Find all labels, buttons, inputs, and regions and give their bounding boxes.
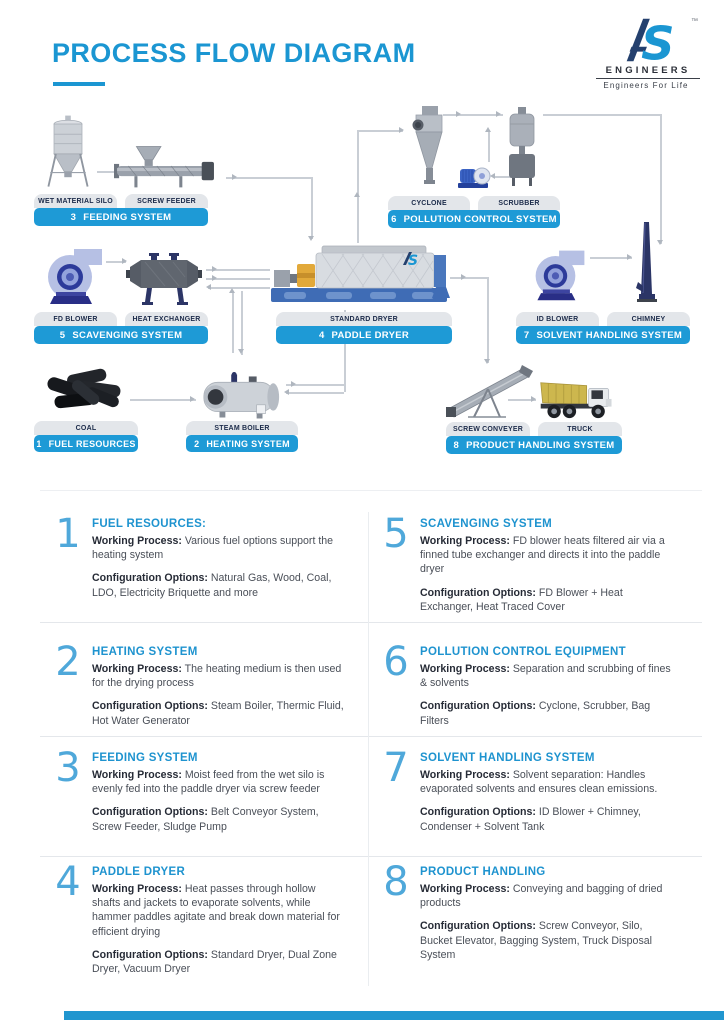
fuel-resources-group <box>34 421 138 452</box>
feeding-system-group <box>34 194 208 226</box>
working-process-text: Working Process: Solvent separation: Handles evaporated solvents and ensures clean emissions. <box>420 769 658 796</box>
equipment-label: STANDARD DRYER <box>276 312 452 326</box>
connector-line <box>311 177 313 239</box>
scavenging-system-group <box>34 312 208 344</box>
company-logo <box>586 16 706 90</box>
section-title: HEATING SYSTEM <box>92 646 198 658</box>
working-process-text: Working Process: FD blower heats filtered air via a finned tube exchanger and directs it into the paddle dryer <box>420 535 665 576</box>
connector-line <box>208 287 270 289</box>
system-number: 1 <box>36 438 42 449</box>
section-scavenging-system <box>420 518 672 623</box>
system-number: 5 <box>59 329 66 341</box>
system-number: 3 <box>70 211 77 223</box>
configuration-options-text: Configuration Options: Screw Conveyor, Silo, Bucket Elevator, Bagging System, Truck Disposal System <box>420 920 652 961</box>
svg-text:S: S <box>641 16 675 64</box>
system-number: 7 <box>523 329 530 341</box>
screw-conveyer-illustration <box>446 363 538 419</box>
connector-line <box>130 399 196 401</box>
section-number: 6 <box>383 639 409 685</box>
system-name: PADDLE DRYER <box>331 329 410 341</box>
system-banner <box>186 435 298 452</box>
connector-line <box>241 291 243 355</box>
equipment-label: WET MATERIAL SILO <box>34 194 117 208</box>
trademark-symbol: ™ <box>691 18 698 25</box>
section-number: 7 <box>383 745 409 791</box>
section-title: SCAVENGING SYSTEM <box>420 518 553 530</box>
section-product-handling <box>420 866 672 971</box>
configuration-options-text: Configuration Options: FD Blower + Heat Exchanger, Heat Traced Cover <box>420 586 623 613</box>
section-number: 3 <box>55 745 81 791</box>
system-name: FUEL RESOURCES <box>48 438 136 449</box>
paddle-dryer-illustration <box>270 242 450 308</box>
screw-feeder-illustration <box>114 146 216 190</box>
product-handling-group <box>446 422 622 454</box>
system-banner <box>34 435 138 452</box>
equipment-label: HEAT EXCHANGER <box>125 312 208 326</box>
section-title: FUEL RESOURCES: <box>92 518 207 530</box>
system-number: 2 <box>194 438 200 449</box>
chimney-illustration <box>636 222 658 306</box>
cyclone-illustration <box>411 106 449 192</box>
arrow-right-icon <box>461 274 466 280</box>
arrow-left-icon <box>284 389 289 395</box>
footer-accent-bar <box>64 1011 724 1020</box>
svg-text:S: S <box>408 253 419 269</box>
arrow-left-icon <box>206 284 211 290</box>
equipment-label: CHIMNEY <box>607 312 690 326</box>
configuration-options-text: Configuration Options: Steam Boiler, Thermic Fluid, Hot Water Generator <box>92 700 344 727</box>
heating-system-group <box>186 421 298 452</box>
pollution-control-group <box>388 196 560 228</box>
solvent-handling-group <box>516 312 690 344</box>
arrow-down-icon <box>308 236 314 241</box>
working-process-text: Working Process: Moist feed from the wet silo is evenly fed into the paddle dryer via screw feeder <box>92 769 325 796</box>
connector-line <box>232 291 234 353</box>
arrow-up-icon <box>229 288 235 293</box>
working-process-text: Working Process: Conveying and bagging of dried products <box>420 883 663 910</box>
arrow-right-icon <box>291 381 296 387</box>
arrow-right-icon <box>496 111 501 117</box>
section-title: FEEDING SYSTEM <box>92 752 198 764</box>
section-title: PRODUCT HANDLING <box>420 866 546 878</box>
equipment-label: CYCLONE <box>388 196 470 210</box>
column-divider <box>368 512 369 986</box>
section-pollution-control <box>420 646 672 737</box>
section-divider <box>40 856 702 857</box>
fd-blower-illustration <box>44 246 106 306</box>
arrow-up-icon <box>354 192 360 197</box>
connector-line <box>488 132 490 162</box>
title-underline <box>53 82 105 86</box>
equipment-label: SCREW CONVEYER <box>446 422 530 436</box>
configuration-options-text: Configuration Options: Standard Dryer, Dual Zone Dryer, Vacuum Dryer <box>92 948 337 975</box>
equipment-label: COAL <box>34 421 138 435</box>
working-process-text: Working Process: Heat passes through hollow shafts and jackets to evaporate solvents, while hammer paddles agitate and break down material for efficient drying <box>92 883 340 938</box>
section-title: PADDLE DRYER <box>92 866 186 878</box>
working-process-text: Working Process: The heating medium is then used for the drying process <box>92 663 342 690</box>
connector-line <box>487 277 489 363</box>
connector-line <box>660 114 662 244</box>
section-paddle-dryer <box>92 866 346 985</box>
section-number: 4 <box>55 859 81 905</box>
system-name: SCAVENGING SYSTEM <box>72 329 183 341</box>
system-banner <box>34 326 208 344</box>
section-title: POLLUTION CONTROL EQUIPMENT <box>420 646 626 658</box>
section-feeding-system <box>92 752 346 843</box>
arrow-down-icon <box>238 349 244 354</box>
configuration-options-text: Configuration Options: Belt Conveyor System, Screw Feeder, Sludge Pump <box>92 806 319 833</box>
arrow-right-icon <box>190 396 195 402</box>
system-number: 8 <box>453 439 460 451</box>
equipment-label: ID BLOWER <box>516 312 599 326</box>
connector-line <box>357 130 403 132</box>
system-number: 6 <box>391 213 397 225</box>
id-blower-illustration <box>532 246 588 304</box>
connector-line <box>543 114 661 116</box>
configuration-options-text: Configuration Options: Natural Gas, Wood, Coal, LDO, Electricity Briquette and more <box>92 572 332 599</box>
system-name: FEEDING SYSTEM <box>83 211 172 223</box>
wet-material-silo-illustration <box>40 113 96 191</box>
configuration-options-text: Configuration Options: ID Blower + Chimney, Condenser + Solvent Tank <box>420 806 641 833</box>
logo-tagline: Engineers For Life <box>603 81 689 90</box>
equipment-label: SCRUBBER <box>478 196 560 210</box>
system-name: HEATING SYSTEM <box>206 438 290 449</box>
steam-boiler-illustration <box>198 372 284 420</box>
system-banner <box>516 326 690 344</box>
arrow-right-icon <box>212 275 217 281</box>
logo-name: ENGINEERS <box>596 65 700 79</box>
connector-line <box>590 257 632 259</box>
equipment-label: STEAM BOILER <box>186 421 298 435</box>
system-banner <box>276 326 452 344</box>
section-title: SOLVENT HANDLING SYSTEM <box>420 752 595 764</box>
connector-line <box>450 277 487 279</box>
connector-line <box>226 177 312 179</box>
arrow-right-icon <box>399 127 404 133</box>
connector-line <box>443 114 503 116</box>
page-title: PROCESS FLOW DIAGRAM <box>52 38 416 68</box>
system-name: SOLVENT HANDLING SYSTEM <box>536 329 683 341</box>
system-number: 4 <box>318 329 325 341</box>
working-process-text: Working Process: Various fuel options support the heating system <box>92 535 334 562</box>
section-solvent-handling <box>420 752 672 843</box>
arrow-up-icon <box>485 127 491 132</box>
section-divider <box>40 490 702 491</box>
paddle-dryer-group <box>276 312 452 344</box>
system-banner <box>34 208 208 226</box>
system-banner <box>388 210 560 228</box>
section-number: 2 <box>55 639 81 685</box>
connector-line <box>286 392 344 394</box>
heat-exchanger-illustration <box>124 252 206 306</box>
connector-line <box>357 130 359 243</box>
equipment-label: SCREW FEEDER <box>125 194 208 208</box>
section-number: 5 <box>383 511 409 557</box>
section-heating-system <box>92 646 346 737</box>
arrow-right-icon <box>456 111 461 117</box>
section-fuel-resources <box>92 518 346 609</box>
working-process-text: Working Process: Separation and scrubbing of fines & solvents <box>420 663 671 690</box>
equipment-label: TRUCK <box>538 422 622 436</box>
equipment-label: FD BLOWER <box>34 312 117 326</box>
section-number: 1 <box>55 511 81 557</box>
as-logo-icon <box>617 16 675 64</box>
arrow-right-icon <box>212 266 217 272</box>
truck-illustration <box>538 376 620 420</box>
arrow-right-icon <box>232 174 237 180</box>
section-number: 8 <box>383 859 409 905</box>
system-name: POLLUTION CONTROL SYSTEM <box>403 213 557 225</box>
coal-illustration <box>42 366 134 418</box>
configuration-options-text: Configuration Options: Cyclone, Scrubber, Bag Filters <box>420 700 651 727</box>
pump-illustration <box>456 161 492 189</box>
scrubber-illustration <box>506 106 538 188</box>
arrow-right-icon <box>627 254 632 260</box>
system-name: PRODUCT HANDLING SYSTEM <box>466 439 615 451</box>
system-banner <box>446 436 622 454</box>
